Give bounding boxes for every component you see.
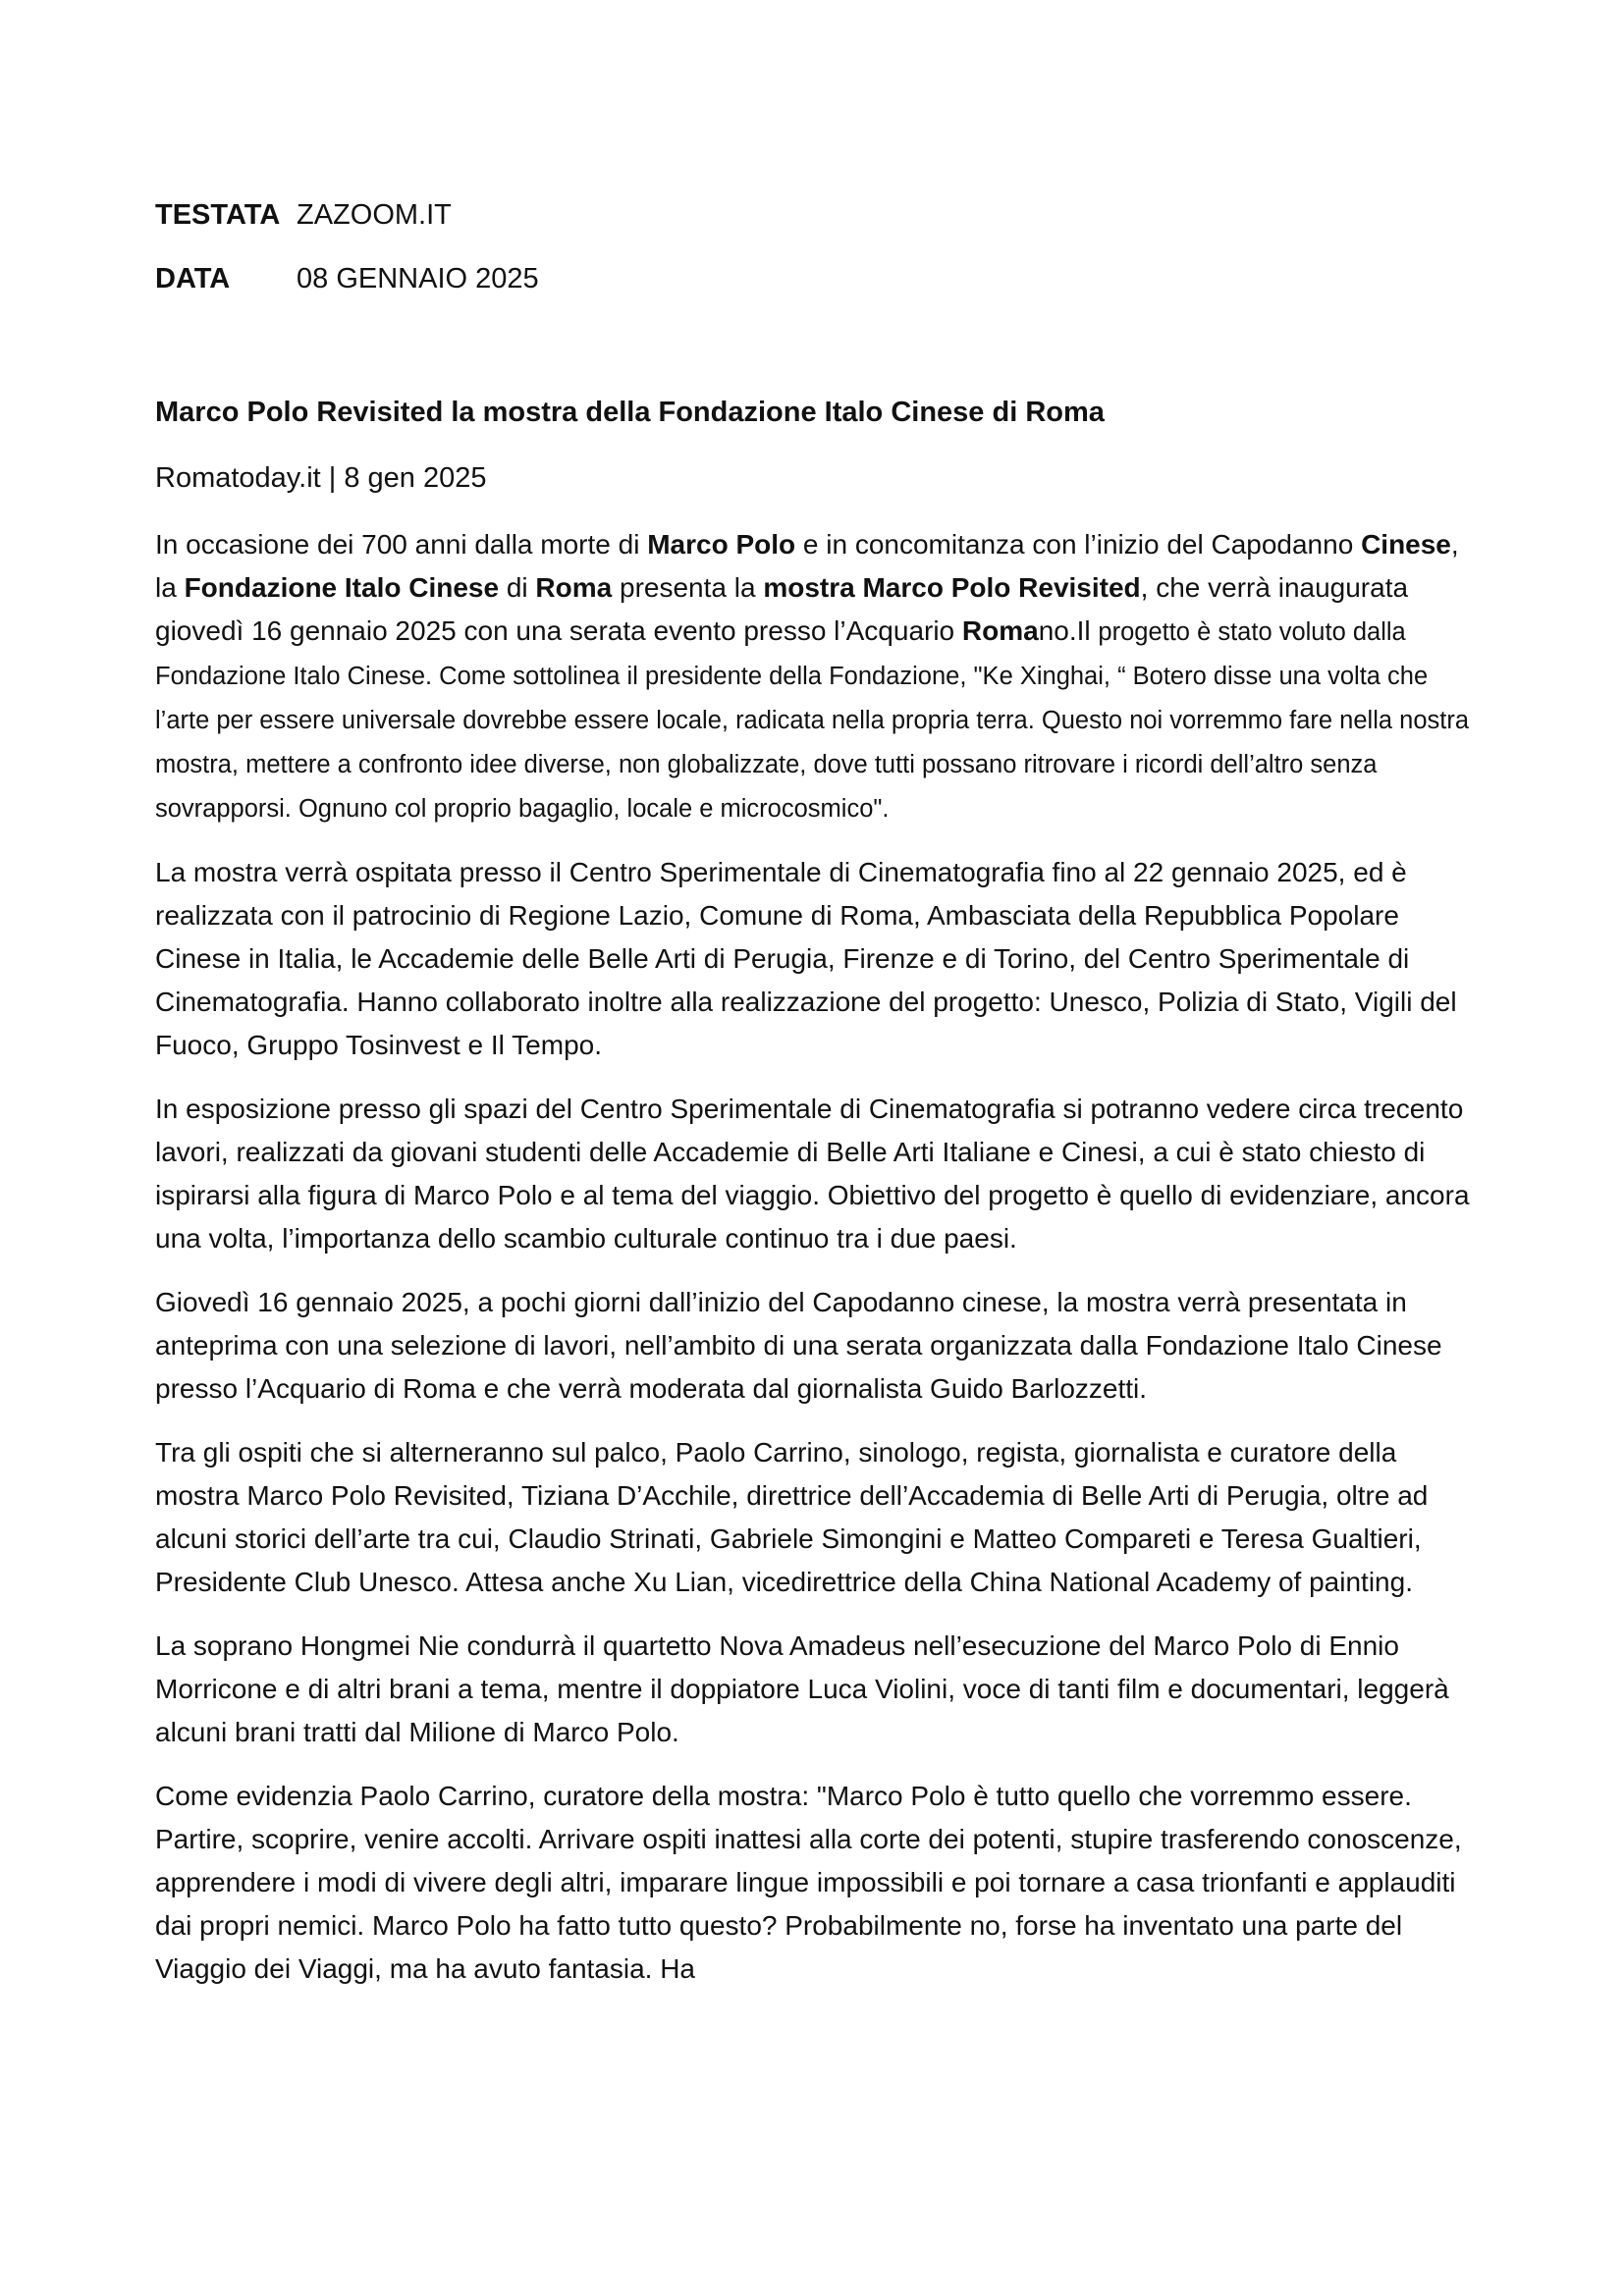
meta-data [155,265,539,294]
paragraph-1 [155,523,1476,830]
p1-text: In occasione dei 700 anni dalla morte di [155,529,648,560]
p1-text: presenta la [612,572,764,603]
article-source: Romatoday.it | 8 gen 2025 [155,462,487,494]
paragraph-2: La mostra verrà ospitata presso il Centro Sperimentale di Cinematografia fino al 22 gennaio 2025, ed è realizzata con il patrocinio di Regione Lazio, Comune di Roma, Ambasciata della Repubblica Popolare Cinese in Italia, le Accademie delle Belle Arti di Perugia, Firenze e di Torino, del Centro Sperimentale di Cinematografia. Hanno collaborato inoltre alla realizzazione del progetto: Unesco, Polizia di Stato, Vigili del Fuoco, Gruppo Tosinvest e Il Tempo. [155,857,1457,1060]
p1-text: di [499,572,536,603]
p1-bold: Roma [961,615,1039,646]
paragraph-7: Come evidenzia Paolo Carrino, curatore della mostra: "Marco Polo è tutto quello che vorremmo essere. Partire, scoprire, venire accolti. Arrivare ospiti inattesi alla corte dei potenti, stupire trasferendo conoscenze, apprendere i modi di vivere degli altri, imparare lingue impossibili e poi tornare a casa trionfanti e applauditi dai propri nemici. Marco Polo ha fatto tutto questo? Probabilmente no, forse ha inventato una parte del Viaggio dei Viaggi, ma ha avuto fantasia. Ha [155,1781,1462,1984]
article-headline: Marco Polo Revisited la mostra della Fondazione Italo Cinese di Roma [155,397,1105,428]
paragraph-3: In esposizione presso gli spazi del Centro Sperimentale di Cinematografia si potranno vedere circa trecento lavori, realizzati da giovani studenti delle Accademie di Belle Arti Italiane e Cinesi, a cui è stato chiesto di ispirarsi alla figura di Marco Polo e al tema del viaggio. Obiettivo del progetto è quello di evidenziare, ancora una volta, l’importanza dello scambio culturale continuo tra i due paesi. [155,1094,1470,1254]
data-value: 08 GENNAIO 2025 [297,263,539,294]
p1-bold: Roma [535,572,613,603]
p1-bold: Marco Polo [647,529,796,560]
article-body [155,523,1476,2011]
p1-bold: mostra Marco Polo Revisited [763,572,1141,603]
p1-quote: progetto è stato voluto dalla Fondazione Italo Cinese. Come sottolinea il presidente della Fondazione, "Ke Xinghai, “ Botero disse una volta che l’arte per essere universale dovrebbe essere locale, radicata nella propria terra. Questo noi vorremmo fare nella nostra mostra, mettere a confronto idee diverse, non globalizzate, dove tutti possano ritrovare i ricordi dell’altro senza sovrapporsi. Ognuno col proprio bagaglio, locale e microcosmico". [155,618,1470,823]
testata-label: TESTATA [155,199,281,231]
data-label: DATA [155,263,231,294]
p1-text: e in concomitanza con l’inizio del Capodanno [795,529,1362,560]
paragraph-5: Tra gli ospiti che si alterneranno sul palco, Paolo Carrino, sinologo, regista, giornalista e curatore della mostra Marco Polo Revisited, Tiziana D’Acchile, direttrice dell’Accademia di Belle Arti di Perugia, oltre ad alcuni storici dell’arte tra cui, Claudio Strinati, Gabriele Simongini e Matteo Compareti e Teresa Gualtieri, Presidente Club Unesco. Attesa anche Xu Lian, vicedirettrice della China National Academy of painting. [155,1437,1429,1597]
paragraph-6: La soprano Hongmei Nie condurrà il quartetto Nova Amadeus nell’esecuzione del Marco Polo di Ennio Morricone e di altri brani a tema, mentre il doppiatore Luca Violini, voce di tanti film e documentari, leggerà alcuni brani tratti dal Milione di Marco Polo. [155,1630,1449,1747]
meta-testata [155,201,452,230]
testata-value: ZAZOOM.IT [297,199,452,231]
paragraph-4: Giovedì 16 gennaio 2025, a pochi giorni dall’inizio del Capodanno cinese, la mostra verrà presentata in anteprima con una selezione di lavori, nell’ambito di una serata organizzata dalla Fondazione Italo Cinese presso l’Acquario di Roma e che verrà moderata dal giornalista Guido Barlozzetti. [155,1287,1442,1404]
p1-bold: Cinese [1361,529,1451,560]
p1-text: , che verrà inaugurata giovedì 16 gennaio 2025 con una serata evento presso l’Acquario [155,572,1409,646]
p1-text: , la [155,529,1459,603]
p1-text: no.Il [1038,615,1099,646]
p1-bold: Fondazione Italo Cinese [184,572,500,603]
